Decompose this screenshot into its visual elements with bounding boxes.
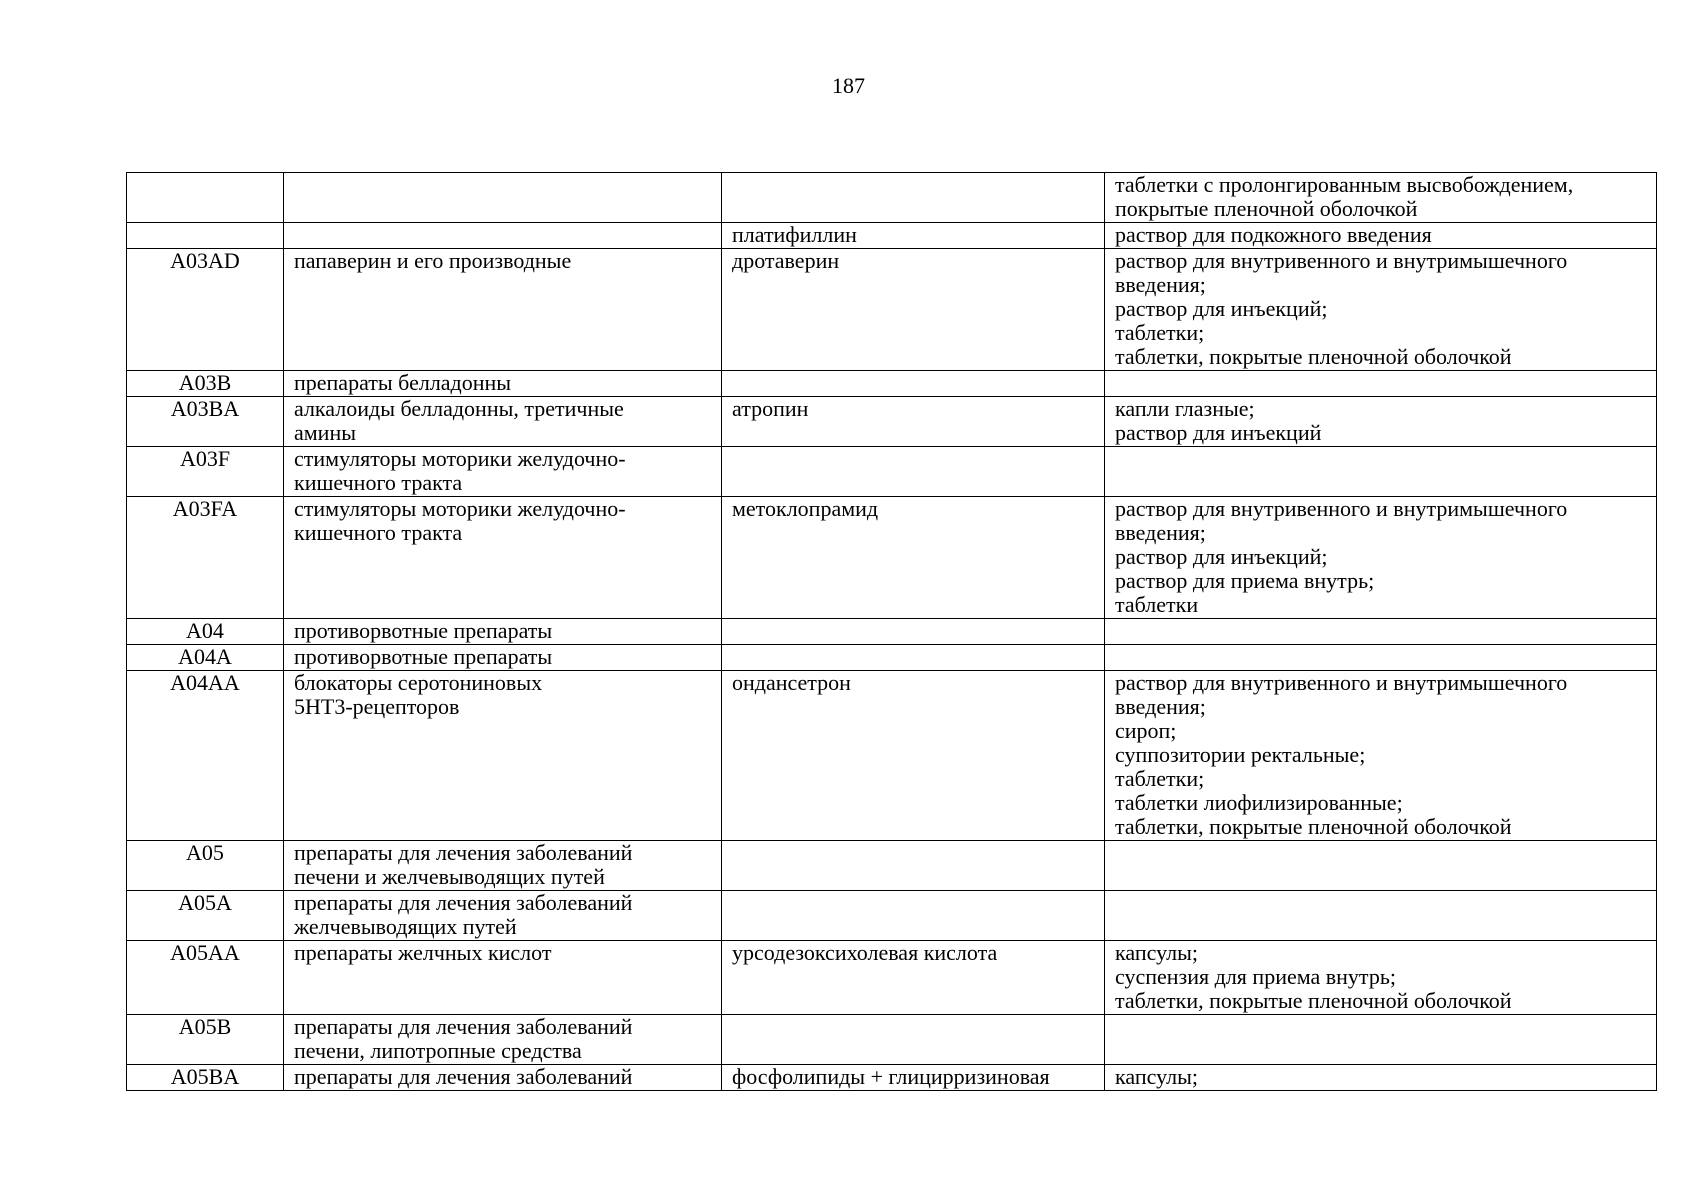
atc-code-cell <box>127 173 284 223</box>
dosage-forms-cell: капли глазные; раствор для инъекций <box>1105 397 1657 447</box>
dosage-forms-cell: раствор для внутривенного и внутримышечного введения; сироп; суппозитории ректальные; таблетки; таблетки лиофилизированные; таблетки, покрытые пленочной оболочкой <box>1105 671 1657 841</box>
dosage-forms-cell: капсулы; <box>1105 1065 1657 1091</box>
atc-code-cell: A04A <box>127 645 284 671</box>
dosage-forms-cell <box>1105 619 1657 645</box>
atc-code-cell: A05B <box>127 1015 284 1065</box>
group-cell: противорвотные препараты <box>284 645 722 671</box>
substance-cell <box>722 841 1105 891</box>
table-row <box>127 941 1657 1015</box>
drug-table-body <box>127 173 1657 1091</box>
substance-cell: метоклопрамид <box>722 497 1105 619</box>
atc-code-cell: A04 <box>127 619 284 645</box>
substance-cell <box>722 371 1105 397</box>
group-cell: препараты белладонны <box>284 371 722 397</box>
substance-cell <box>722 645 1105 671</box>
substance-cell: урсодезоксихолевая кислота <box>722 941 1105 1015</box>
group-cell: противорвотные препараты <box>284 619 722 645</box>
dosage-forms-cell: таблетки с пролонгированным высвобождением, покрытые пленочной оболочкой <box>1105 173 1657 223</box>
group-cell: препараты для лечения заболеваний печени и желчевыводящих путей <box>284 841 722 891</box>
substance-cell: дротаверин <box>722 249 1105 371</box>
group-cell: стимуляторы моторики желудочно- кишечного тракта <box>284 447 722 497</box>
group-cell: препараты желчных кислот <box>284 941 722 1015</box>
atc-code-cell: A03F <box>127 447 284 497</box>
table-row <box>127 1015 1657 1065</box>
atc-code-cell: A03AD <box>127 249 284 371</box>
dosage-forms-cell <box>1105 1015 1657 1065</box>
atc-code-cell: A03B <box>127 371 284 397</box>
table-row <box>127 1065 1657 1091</box>
substance-cell: фосфолипиды + глицирризиновая <box>722 1065 1105 1091</box>
table-row <box>127 447 1657 497</box>
group-cell: папаверин и его производные <box>284 249 722 371</box>
table-row <box>127 841 1657 891</box>
group-cell <box>284 173 722 223</box>
dosage-forms-cell: раствор для подкожного введения <box>1105 223 1657 249</box>
atc-code-cell: A05A <box>127 891 284 941</box>
atc-code-cell: A05 <box>127 841 284 891</box>
table-row <box>127 497 1657 619</box>
substance-cell <box>722 891 1105 941</box>
table-row <box>127 671 1657 841</box>
atc-code-cell: A05AA <box>127 941 284 1015</box>
atc-code-cell: A04AA <box>127 671 284 841</box>
group-cell <box>284 223 722 249</box>
substance-cell: атропин <box>722 397 1105 447</box>
group-cell: блокаторы серотониновых 5HT3-рецепторов <box>284 671 722 841</box>
substance-cell: ондансетрон <box>722 671 1105 841</box>
dosage-forms-cell <box>1105 447 1657 497</box>
dosage-forms-cell <box>1105 841 1657 891</box>
substance-cell <box>722 447 1105 497</box>
dosage-forms-cell <box>1105 645 1657 671</box>
group-cell: препараты для лечения заболеваний <box>284 1065 722 1091</box>
atc-code-cell <box>127 223 284 249</box>
atc-code-cell: A03BA <box>127 397 284 447</box>
table-row <box>127 249 1657 371</box>
drug-table <box>126 172 1657 1091</box>
group-cell: препараты для лечения заболеваний печени, липотропные средства <box>284 1015 722 1065</box>
group-cell: препараты для лечения заболеваний желчевыводящих путей <box>284 891 722 941</box>
table-row <box>127 371 1657 397</box>
dosage-forms-cell: раствор для внутривенного и внутримышечного введения; раствор для инъекций; таблетки; таблетки, покрытые пленочной оболочкой <box>1105 249 1657 371</box>
dosage-forms-cell <box>1105 891 1657 941</box>
atc-code-cell: A05BA <box>127 1065 284 1091</box>
table-row <box>127 397 1657 447</box>
table-row <box>127 619 1657 645</box>
table-row <box>127 891 1657 941</box>
group-cell: алкалоиды белладонны, третичные амины <box>284 397 722 447</box>
dosage-forms-cell: раствор для внутривенного и внутримышечного введения; раствор для инъекций; раствор для приема внутрь; таблетки <box>1105 497 1657 619</box>
page-number: 187 <box>832 73 865 98</box>
dosage-forms-cell <box>1105 371 1657 397</box>
substance-cell <box>722 1015 1105 1065</box>
table-row <box>127 173 1657 223</box>
atc-code-cell: A03FA <box>127 497 284 619</box>
group-cell: стимуляторы моторики желудочно- кишечного тракта <box>284 497 722 619</box>
table-row <box>127 645 1657 671</box>
table-row <box>127 223 1657 249</box>
substance-cell <box>722 173 1105 223</box>
dosage-forms-cell: капсулы; суспензия для приема внутрь; таблетки, покрытые пленочной оболочкой <box>1105 941 1657 1015</box>
substance-cell: платифиллин <box>722 223 1105 249</box>
substance-cell <box>722 619 1105 645</box>
